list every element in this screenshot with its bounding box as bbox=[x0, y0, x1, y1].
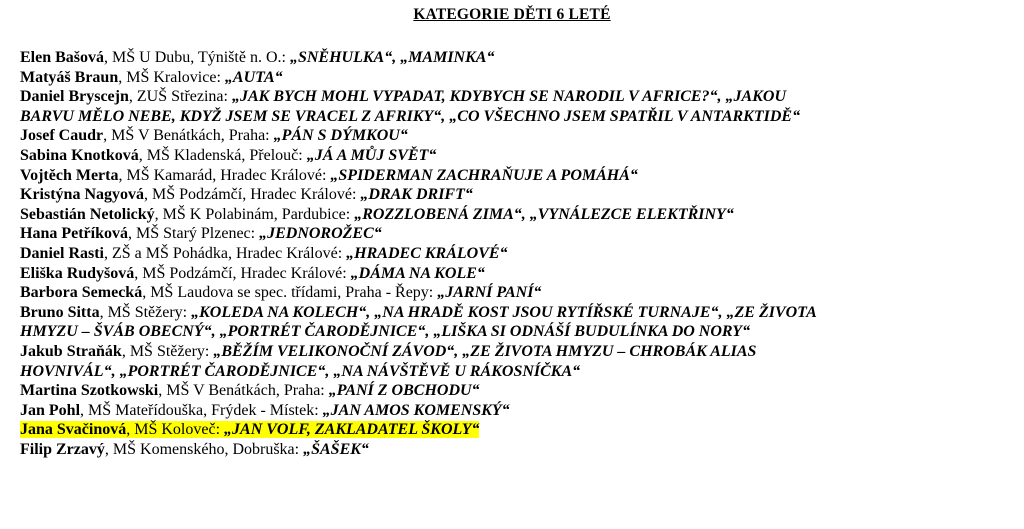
entry bbox=[20, 185, 1010, 205]
artwork-titles: „PANÍ Z OBCHODU“ bbox=[328, 382, 480, 400]
artwork-titles: „JEDNOROŽEC“ bbox=[259, 225, 382, 243]
artwork-titles: „HRADEC KRÁLOVÉ“ bbox=[346, 244, 508, 262]
entry-text bbox=[20, 441, 369, 458]
entry bbox=[20, 244, 1010, 264]
entrant-name: Sebastián Netolický bbox=[20, 205, 155, 223]
entrant-name: Barbora Semecká bbox=[20, 284, 143, 302]
artwork-titles: „JAN AMOS KOMENSKÝ“ bbox=[322, 401, 510, 419]
entry-text bbox=[20, 304, 817, 321]
entrant-school: , MŠ Stěžery: bbox=[99, 303, 192, 321]
page-title: KATEGORIE DĚTI 6 LETÉ bbox=[413, 6, 611, 23]
entry-text bbox=[20, 402, 510, 419]
entry bbox=[20, 205, 1010, 225]
entry-line bbox=[20, 48, 1010, 68]
artwork-titles: HOVNIVÁL“, „PORTRÉT ČARODĚJNICE“, „NA NÁVŠTĚVĚ U RÁKOSNÍČKA“ bbox=[20, 362, 581, 380]
artwork-titles: BARVU MĚLO NEBE, KDYŽ JSEM SE VRACEL Z AFRIKY“, „CO VŠECHNO JSEM SPATŘIL V ANTARKTIDĚ“ bbox=[20, 107, 801, 125]
artwork-titles: „JAN VOLF, ZAKLADATEL ŠKOLY“ bbox=[224, 421, 480, 439]
entry bbox=[20, 420, 1010, 440]
entry-text bbox=[20, 284, 541, 301]
artwork-titles: „DRAK DRIFT“ bbox=[360, 186, 473, 204]
entry-text bbox=[20, 265, 485, 282]
artwork-titles: „PÁN S DÝMKOU“ bbox=[273, 127, 408, 145]
entry bbox=[20, 48, 1010, 68]
artwork-titles: „AUTA“ bbox=[224, 68, 283, 86]
entry-text bbox=[20, 382, 480, 399]
entry-line bbox=[20, 362, 1010, 382]
entrant-school: , MŠ Stěžery: bbox=[121, 342, 214, 360]
entrant-school: , MŠ V Benátkách, Praha: bbox=[158, 382, 329, 400]
entrant-school: , ZUŠ Střezina: bbox=[128, 88, 232, 106]
entry-line bbox=[20, 264, 1010, 284]
artwork-titles: „ŠAŠEK“ bbox=[303, 440, 369, 458]
entrant-name: Hana Petříková bbox=[20, 225, 128, 243]
entry bbox=[20, 283, 1010, 303]
entry-line bbox=[20, 283, 1010, 303]
artwork-titles: HMYZU – ŠVÁB OBECNÝ“, „PORTRÉT ČARODĚJNICE“, „LIŠKA SI ODNÁŠÍ BUDULÍNKA DO NORY“ bbox=[20, 323, 751, 341]
entry-text bbox=[20, 147, 436, 164]
entry-text bbox=[20, 363, 580, 380]
entry-line bbox=[20, 440, 1010, 460]
artwork-titles: „ROZZLOBENÁ ZIMA“, „VYNÁLEZCE ELEKTŘINY“ bbox=[354, 205, 734, 223]
entry-text bbox=[20, 88, 786, 105]
entrant-name: Elen Bašová bbox=[20, 49, 105, 66]
entry bbox=[20, 87, 1010, 126]
entry-line bbox=[20, 87, 1010, 107]
entry-line bbox=[20, 126, 1010, 146]
entry-text bbox=[20, 343, 756, 360]
entry-line bbox=[20, 68, 1010, 88]
entry bbox=[20, 68, 1010, 88]
artwork-titles: „KOLEDA NA KOLECH“, „NA HRADĚ KOST JSOU RYTÍŘSKÉ TURNAJE“, „ZE ŽIVOTA bbox=[191, 303, 817, 321]
entry bbox=[20, 401, 1010, 421]
entrant-school: , MŠ Mateřídouška, Frýdek - Místek: bbox=[80, 401, 323, 419]
entry bbox=[20, 224, 1010, 244]
entrant-school: , MŠ Kladenská, Přelouč: bbox=[138, 146, 307, 164]
artwork-titles: „JARNÍ PANÍ“ bbox=[437, 284, 542, 302]
entry-line bbox=[20, 420, 1010, 440]
entrant-name: Vojtěch Merta bbox=[20, 166, 119, 184]
entry-line bbox=[20, 401, 1010, 421]
artwork-titles: „DÁMA NA KOLE“ bbox=[350, 264, 485, 282]
entry-text bbox=[20, 108, 800, 125]
entrant-name: Eliška Rudyšová bbox=[20, 264, 135, 282]
artwork-titles: „JAK BYCH MOHL VYPADAT, KDYBYCH SE NARODIL V AFRICE?“, „JAKOU bbox=[231, 88, 787, 106]
entry-line bbox=[20, 185, 1010, 205]
entrant-school: , MŠ Kamarád, Hradec Králové: bbox=[118, 166, 331, 184]
artwork-titles: „SNĚHULKA“, „MAMINKA“ bbox=[289, 49, 495, 66]
entry-line bbox=[20, 205, 1010, 225]
entry-line bbox=[20, 224, 1010, 244]
entry-text bbox=[20, 245, 508, 262]
entrant-school: , MŠ Podzámčí, Hradec Králové: bbox=[134, 264, 351, 282]
entry-text bbox=[20, 206, 734, 223]
entrant-school: , MŠ Starý Plzenec: bbox=[128, 225, 260, 243]
entrant-name: Jan Pohl bbox=[20, 401, 81, 419]
entrant-school: , MŠ Koloveč: bbox=[126, 421, 225, 439]
entry-text bbox=[20, 49, 494, 66]
entry bbox=[20, 264, 1010, 284]
entry bbox=[20, 303, 1010, 342]
entries-list bbox=[20, 48, 1010, 459]
entrant-name: Filip Zrzavý bbox=[20, 440, 105, 458]
entry bbox=[20, 342, 1010, 381]
entrant-school: , MŠ Komenského, Dobruška: bbox=[104, 440, 304, 458]
entrant-school: , MŠ Kralovice: bbox=[118, 68, 225, 86]
entry-text bbox=[20, 69, 283, 86]
entrant-name: Sabina Knotková bbox=[20, 146, 139, 164]
entrant-name: Josef Caudr bbox=[20, 127, 104, 145]
entry bbox=[20, 440, 1010, 460]
entry-line bbox=[20, 166, 1010, 186]
artwork-titles: „SPIDERMAN ZACHRAŇUJE A POMÁHÁ“ bbox=[330, 166, 638, 184]
entry-line bbox=[20, 322, 1010, 342]
entry-line bbox=[20, 342, 1010, 362]
entry-line bbox=[20, 303, 1010, 323]
highlighted-entry bbox=[20, 421, 479, 438]
entry-line bbox=[20, 244, 1010, 264]
entrant-name: Bruno Sitta bbox=[20, 303, 100, 321]
entrant-school: , MŠ V Benátkách, Praha: bbox=[103, 127, 274, 145]
entry bbox=[20, 166, 1010, 186]
entry-text bbox=[20, 167, 638, 184]
entry bbox=[20, 146, 1010, 166]
artwork-titles: „BĚŽÍM VELIKONOČNÍ ZÁVOD“, „ZE ŽIVOTA HMYZU – CHROBÁK ALIAS bbox=[213, 342, 757, 360]
entry-line bbox=[20, 146, 1010, 166]
entry bbox=[20, 126, 1010, 146]
entrant-school: , MŠ Podzámčí, Hradec Králové: bbox=[144, 186, 361, 204]
entry-text bbox=[20, 323, 750, 340]
artwork-titles: „JÁ A MŮJ SVĚT“ bbox=[306, 146, 437, 164]
entrant-name: Kristýna Nagyová bbox=[20, 186, 144, 204]
entrant-name: Matyáš Braun bbox=[20, 68, 119, 86]
entry bbox=[20, 381, 1010, 401]
entrant-name: Daniel Rasti bbox=[20, 244, 104, 262]
entry-line bbox=[20, 381, 1010, 401]
entry-text bbox=[20, 127, 408, 144]
entry-text bbox=[20, 225, 382, 242]
entrant-school: , MŠ Laudova se spec. třídami, Praha - Řepy: bbox=[142, 284, 438, 302]
entrant-name: Daniel Bryscejn bbox=[20, 88, 129, 106]
entrant-school: , ZŠ a MŠ Pohádka, Hradec Králové: bbox=[104, 244, 347, 262]
entrant-name: Jana Svačinová bbox=[20, 421, 127, 439]
entrant-name: Jakub Straňák bbox=[20, 342, 122, 360]
entrant-school: , MŠ K Polabinám, Pardubice: bbox=[154, 205, 355, 223]
entry-line bbox=[20, 107, 1010, 127]
entry-text bbox=[20, 186, 473, 203]
entrant-school: , MŠ U Dubu, Týniště n. O.: bbox=[104, 49, 290, 66]
entrant-name: Martina Szotkowski bbox=[20, 382, 159, 400]
